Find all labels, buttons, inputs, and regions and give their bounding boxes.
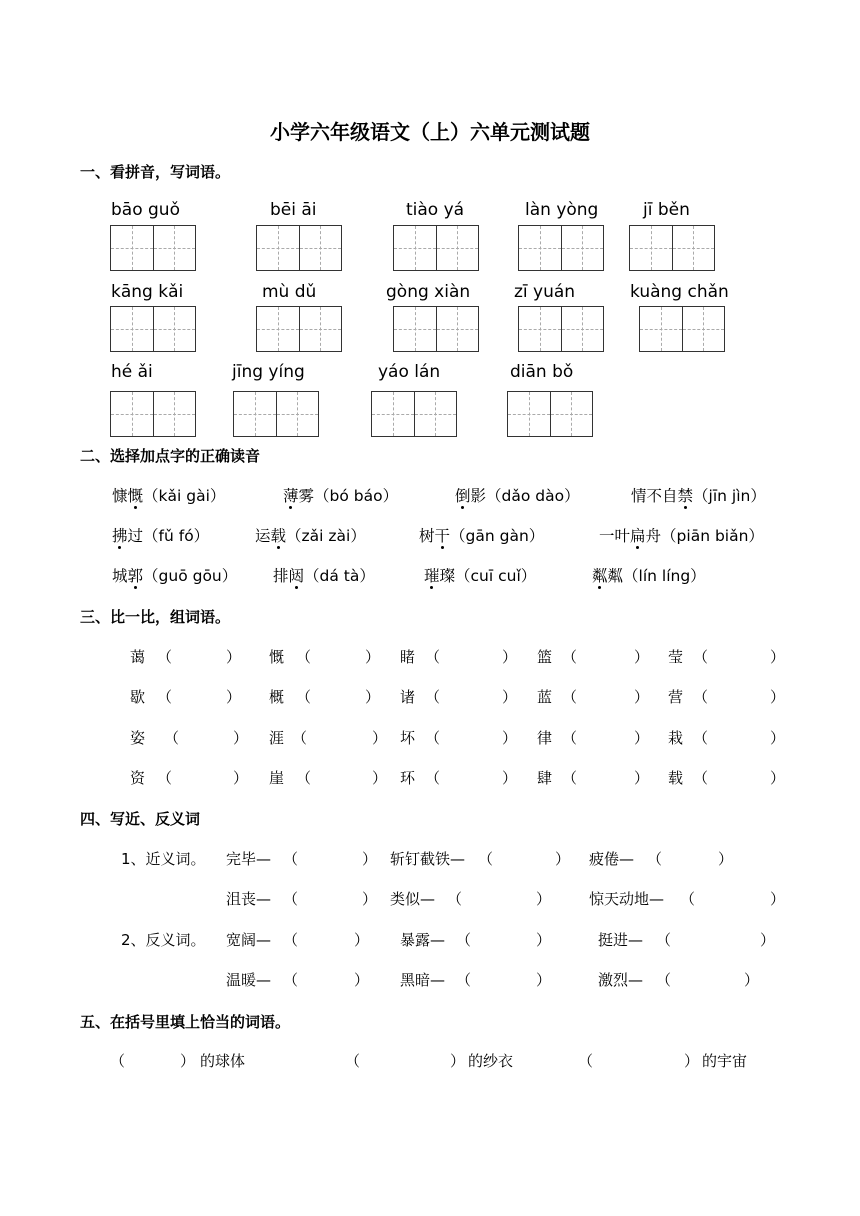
- writing-grid[interactable]: [639, 306, 725, 352]
- dotted-char: 郭: [128, 564, 144, 586]
- answer-blank: ）: [684, 1052, 700, 1070]
- dotted-char: 禁: [678, 484, 694, 506]
- compare-char: 崖: [269, 769, 285, 787]
- answer-blank[interactable]: （: [562, 769, 578, 787]
- answer-blank[interactable]: （: [296, 769, 312, 787]
- reading-item: 倒影（dǎo dào）: [455, 484, 580, 506]
- pinyin-label: tiào yá: [406, 200, 465, 220]
- answer-blank[interactable]: （: [345, 1052, 361, 1070]
- writing-grid[interactable]: [110, 391, 196, 437]
- reading-options[interactable]: （gān gàn）: [450, 527, 545, 545]
- compare-char: 肆: [537, 769, 553, 787]
- answer-blank[interactable]: （: [478, 850, 494, 868]
- answer-blank: ）: [718, 850, 734, 868]
- dotted-char: 粼: [592, 564, 608, 586]
- answer-blank[interactable]: （: [425, 688, 441, 706]
- compare-char: 律: [537, 729, 553, 747]
- answer-blank: ）: [233, 769, 249, 787]
- pinyin-label: mù dǔ: [262, 282, 317, 302]
- answer-blank[interactable]: （: [456, 931, 472, 949]
- section-4-heading: 四、写近、反义词: [80, 810, 201, 828]
- answer-blank: ）: [502, 688, 518, 706]
- word-prompt: 宽阔—: [226, 931, 272, 949]
- writing-grid[interactable]: [256, 306, 342, 352]
- answer-blank: ）: [502, 769, 518, 787]
- answer-blank[interactable]: （: [157, 769, 173, 787]
- pinyin-label: kuàng chǎn: [630, 282, 729, 302]
- answer-blank[interactable]: （: [562, 688, 578, 706]
- compare-char: 环: [400, 769, 416, 787]
- dotted-char: 倒: [455, 484, 471, 506]
- dotted-char: 璀: [424, 564, 440, 586]
- reading-item: 一叶扁舟（piān biǎn）: [599, 524, 764, 546]
- pinyin-label: zī yuán: [514, 282, 576, 302]
- reading-options[interactable]: （bó báo）: [314, 487, 399, 505]
- reading-item: 粼粼（lín líng）: [592, 564, 706, 586]
- answer-blank: ）: [536, 890, 552, 908]
- dotted-char: 扁: [630, 524, 646, 546]
- dotted-char: 慨: [128, 484, 144, 506]
- answer-blank: ）: [226, 648, 242, 666]
- answer-blank: ）: [536, 971, 552, 989]
- compare-char: 涯: [269, 729, 285, 747]
- answer-blank: ）: [634, 688, 650, 706]
- compare-char: 睹: [400, 648, 416, 666]
- answer-blank: ）: [634, 648, 650, 666]
- reading-options[interactable]: （cuī cuǐ）: [455, 567, 537, 585]
- reading-item: 情不自禁（jīn jìn）: [631, 484, 766, 506]
- answer-blank[interactable]: （: [562, 729, 578, 747]
- pinyin-label: diān bǒ: [510, 362, 574, 382]
- answer-blank[interactable]: （: [157, 648, 173, 666]
- answer-blank: ）: [634, 769, 650, 787]
- dotted-char: 拂: [112, 524, 128, 546]
- reading-options[interactable]: （guō gōu）: [143, 567, 238, 585]
- answer-blank[interactable]: （: [680, 890, 696, 908]
- answer-blank[interactable]: （: [693, 769, 709, 787]
- reading-options[interactable]: （piān biǎn）: [661, 527, 764, 545]
- word-prompt: 疲倦—: [589, 850, 635, 868]
- pinyin-label: hé ǎi: [111, 362, 153, 382]
- reading-item: 璀璨（cuī cuǐ）: [424, 564, 536, 586]
- reading-item: 排闼（dá tà）: [273, 564, 375, 586]
- answer-blank: ）: [354, 931, 370, 949]
- answer-blank: ）: [744, 971, 760, 989]
- word-prompt: 挺进—: [598, 931, 644, 949]
- answer-blank: ）: [362, 890, 378, 908]
- answer-blank: ）: [372, 729, 388, 747]
- answer-blank: ）: [365, 688, 381, 706]
- synonym-label: 1、近义词。: [121, 850, 206, 868]
- pinyin-label: bāo guǒ: [111, 200, 180, 220]
- answer-blank: ）: [770, 688, 786, 706]
- pinyin-label: làn yòng: [525, 200, 599, 220]
- word-prompt: 惊天动地—: [589, 890, 665, 908]
- word-prompt: 黑暗—: [400, 971, 446, 989]
- compare-char: 诸: [400, 688, 416, 706]
- answer-blank: ）: [372, 769, 388, 787]
- answer-blank[interactable]: （: [693, 688, 709, 706]
- answer-blank: ）: [365, 648, 381, 666]
- compare-char: 篮: [537, 648, 553, 666]
- answer-blank: ）: [180, 1052, 196, 1070]
- pinyin-label: jī běn: [643, 200, 690, 220]
- answer-blank[interactable]: （: [296, 648, 312, 666]
- section-2-heading: 二、选择加点字的正确读音: [80, 447, 261, 465]
- pinyin-label: bēi āi: [270, 200, 317, 220]
- section-5-heading: 五、在括号里填上恰当的词语。: [80, 1013, 291, 1031]
- writing-grid[interactable]: [518, 225, 604, 271]
- fill-phrase: 的宇宙: [702, 1052, 748, 1070]
- answer-blank: ）: [760, 931, 776, 949]
- answer-blank[interactable]: （: [283, 931, 299, 949]
- answer-blank: ）: [226, 688, 242, 706]
- reading-item: 拂过（fǔ fó）: [112, 524, 209, 546]
- answer-blank: ）: [502, 648, 518, 666]
- answer-blank: ）: [634, 729, 650, 747]
- answer-blank[interactable]: （: [164, 729, 180, 747]
- answer-blank: ）: [233, 729, 249, 747]
- answer-blank: ）: [362, 850, 378, 868]
- compare-char: 载: [668, 769, 684, 787]
- writing-grid[interactable]: [629, 225, 715, 271]
- antonym-label: 2、反义词。: [121, 931, 206, 949]
- writing-grid[interactable]: [110, 306, 196, 352]
- answer-blank[interactable]: （: [110, 1052, 126, 1070]
- word-prompt: 沮丧—: [226, 890, 272, 908]
- reading-options[interactable]: （dá tà）: [304, 567, 375, 585]
- answer-blank[interactable]: （: [656, 931, 672, 949]
- reading-options[interactable]: （dǎo dào）: [486, 487, 580, 505]
- writing-grid[interactable]: [233, 391, 319, 437]
- answer-blank: ）: [502, 729, 518, 747]
- writing-grid[interactable]: [507, 391, 593, 437]
- reading-item: 城郭（guō gōu）: [112, 564, 237, 586]
- answer-blank: ）: [354, 971, 370, 989]
- word-prompt: 温暖—: [226, 971, 272, 989]
- answer-blank[interactable]: （: [447, 890, 463, 908]
- compare-char: 资: [130, 769, 146, 787]
- answer-blank: ）: [770, 729, 786, 747]
- word-prompt: 完毕—: [226, 850, 272, 868]
- compare-char: 慨: [269, 648, 285, 666]
- answer-blank: ）: [770, 769, 786, 787]
- compare-char: 营: [668, 688, 684, 706]
- answer-blank: ）: [770, 890, 786, 908]
- answer-blank: ）: [450, 1052, 466, 1070]
- writing-grid[interactable]: [518, 306, 604, 352]
- answer-blank[interactable]: （: [562, 648, 578, 666]
- dotted-char: 干: [435, 524, 451, 546]
- compare-char: 栽: [668, 729, 684, 747]
- compare-char: 姿: [130, 729, 146, 747]
- answer-blank: ）: [555, 850, 571, 868]
- fill-phrase: 的球体: [200, 1052, 246, 1070]
- fill-phrase: 的纱衣: [468, 1052, 514, 1070]
- writing-grid[interactable]: [371, 391, 457, 437]
- answer-blank[interactable]: （: [656, 971, 672, 989]
- dotted-char: 闼: [289, 564, 305, 586]
- answer-blank[interactable]: （: [292, 729, 308, 747]
- pinyin-label: jīng yíng: [232, 362, 305, 382]
- answer-blank[interactable]: （: [456, 971, 472, 989]
- writing-grid[interactable]: [393, 306, 479, 352]
- answer-blank: ）: [536, 931, 552, 949]
- answer-blank[interactable]: （: [157, 688, 173, 706]
- answer-blank[interactable]: （: [693, 648, 709, 666]
- pinyin-label: gòng xiàn: [386, 282, 471, 302]
- answer-blank[interactable]: （: [296, 688, 312, 706]
- reading-options[interactable]: （kǎi gài）: [143, 487, 226, 505]
- answer-blank[interactable]: （: [283, 890, 299, 908]
- section-1-heading: 一、看拼音，写词语。: [80, 163, 231, 181]
- answer-blank[interactable]: （: [693, 729, 709, 747]
- page-title: 小学六年级语文（上）六单元测试题: [270, 120, 590, 144]
- answer-blank: ）: [770, 648, 786, 666]
- reading-options[interactable]: （fǔ fó）: [143, 527, 210, 545]
- compare-char: 莹: [668, 648, 684, 666]
- reading-item: 薄雾（bó báo）: [283, 484, 398, 506]
- pinyin-label: yáo lán: [378, 362, 441, 382]
- dotted-char: 薄: [283, 484, 299, 506]
- word-prompt: 激烈—: [598, 971, 644, 989]
- reading-options[interactable]: （lín líng）: [623, 567, 706, 585]
- reading-item: 慷慨（kǎi gài）: [112, 484, 225, 506]
- compare-char: 蓝: [537, 688, 553, 706]
- word-prompt: 暴露—: [400, 931, 446, 949]
- dotted-char: 载: [271, 524, 287, 546]
- answer-blank[interactable]: （: [647, 850, 663, 868]
- reading-item: 运载（zǎi zài）: [255, 524, 366, 546]
- compare-char: 歇: [130, 688, 146, 706]
- answer-blank[interactable]: （: [283, 971, 299, 989]
- compare-char: 蔼: [130, 648, 146, 666]
- reading-options[interactable]: （jīn jìn）: [693, 487, 766, 505]
- compare-char: 概: [269, 688, 285, 706]
- pinyin-label: kāng kǎi: [111, 282, 184, 302]
- reading-options[interactable]: （zǎi zài）: [286, 527, 366, 545]
- reading-item: 树干（gān gàn）: [419, 524, 544, 546]
- answer-blank[interactable]: （: [283, 850, 299, 868]
- writing-grid[interactable]: [256, 225, 342, 271]
- answer-blank[interactable]: （: [578, 1052, 594, 1070]
- writing-grid[interactable]: [110, 225, 196, 271]
- writing-grid[interactable]: [393, 225, 479, 271]
- answer-blank[interactable]: （: [425, 769, 441, 787]
- section-3-heading: 三、比一比，组词语。: [80, 608, 231, 626]
- compare-char: 坏: [400, 729, 416, 747]
- answer-blank[interactable]: （: [425, 648, 441, 666]
- word-prompt: 类似—: [390, 890, 436, 908]
- word-prompt: 斩钉截铁—: [390, 850, 466, 868]
- answer-blank[interactable]: （: [425, 729, 441, 747]
